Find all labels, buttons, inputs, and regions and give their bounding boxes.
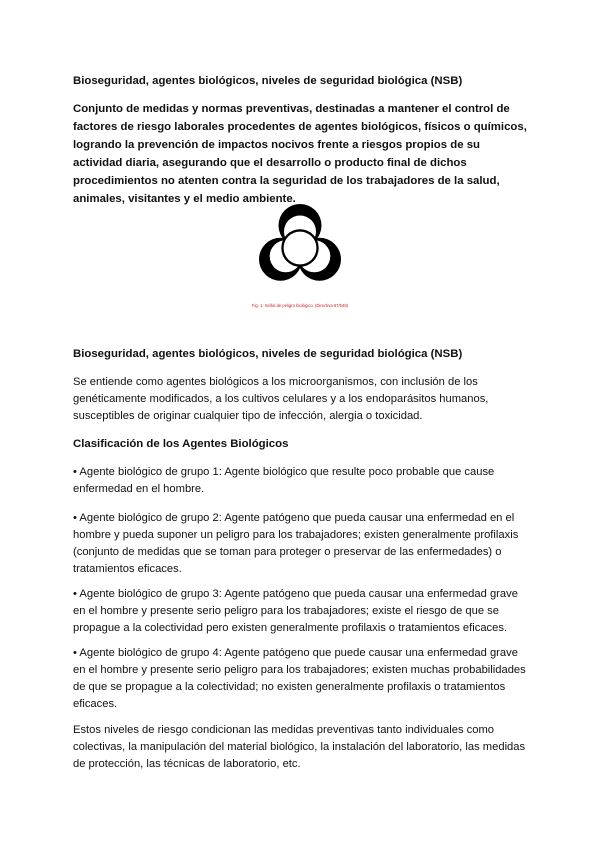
definition-paragraph: Conjunto de medidas y normas preventivas, destinadas a mantener el control de factores de riesgo laborales procedentes de agentes biológicos, físicos o químicos, logrando la prevención de impactos nocivos frente a riesgos propios de su actividad diaria, asegurando que el desarrollo o producto final de dichos procedimientos no atenten contra la seguridad de los trabajadores de la salud, animales, visitantes y el medio ambiente. (73, 103, 527, 205)
section-title: Bioseguridad, agentes biológicos, niveles de seguridad biológica (NSB) (73, 75, 463, 87)
biohazard-icon (250, 204, 350, 292)
classification-title: Clasificación de los Agentes Biológicos (73, 438, 289, 450)
section-title-2: Bioseguridad, agentes biológicos, niveles de seguridad biológica (NSB) (73, 348, 463, 360)
group-item-1: • Agente biológico de grupo 1: Agente biológico que resulte poco probable que cause enfermedad en el hombre. (73, 466, 495, 495)
group-item-4: • Agente biológico de grupo 4: Agente patógeno que puede causar una enfermedad grave en el hombre y presente serio peligro para los trabajadores; existen muchas probabilidades de que se propague a la colectividad; no existen generalmente profilaxis o tratamientos eficaces. (73, 647, 526, 710)
intro-paragraph: Se entiende como agentes biológicos a los microorganismos, con inclusión de los genéticamente modificados, a los cultivos celulares y a los endoparásitos humanos, susceptibles de originar cualquier tipo de infección, alergia o toxicidad. (73, 376, 489, 422)
group-item-3: • Agente biológico de grupo 3: Agente patógeno que pueda causar una enfermedad grave en el hombre y presente serio peligro para los trabajadores; existe el riesgo de que se propague a la colectividad pero existen generalmente profilaxis o tratamientos eficaces. (73, 588, 518, 634)
figure-caption: Fig. 1: Señal de peligro biológico. (Directiva 67/548) (251, 303, 349, 308)
group-item-2: • Agente biológico de grupo 2: Agente patógeno que pueda causar una enfermedad en el hombre y pueda suponer un peligro para los trabajadores; existen generalmente profilaxis (conjunto de medidas que se toman para proteger o preservar de las enfermedades) o tratamientos eficaces. (73, 512, 519, 575)
conclusion-paragraph: Estos niveles de riesgo condicionan las medidas preventivas tanto individuales como colectivas, la manipulación del material biológico, la instalación del laboratorio, las medidas de protección, las técnicas de laboratorio, etc. (73, 724, 526, 770)
